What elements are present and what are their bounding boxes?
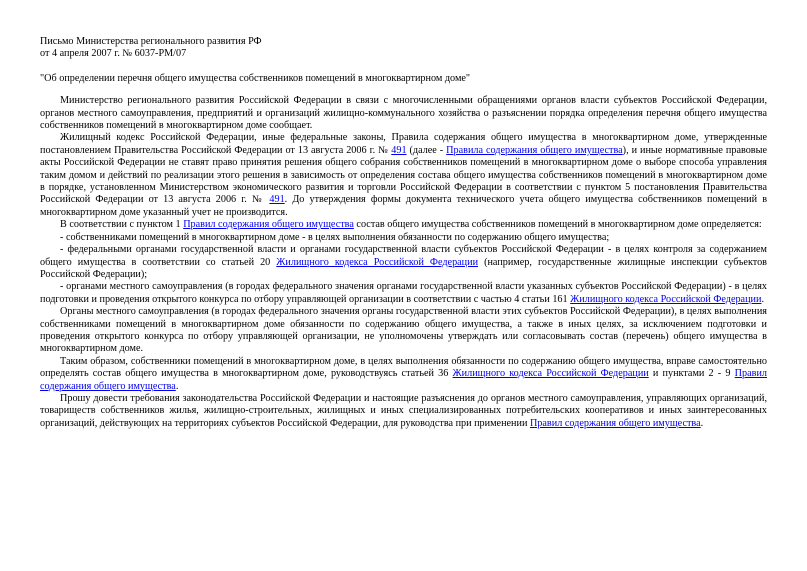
link-decree-491[interactable]: 491 xyxy=(391,144,407,156)
paragraph-5: Таким образом, собственники помещений в многоквартирном доме, в целях выполнения обязанности по содержанию общего имущества, вправе самостоятельно определять состав общего имущества в многоквартирном доме, руководствуясь статьей 36 Жилищного кодекса Российской Федерации и пунктами 2 - 9 Правил содержания общего имущества. xyxy=(40,355,767,392)
document-title: "Об определении перечня общего имущества собственников помещений в многоквартирном доме" xyxy=(40,72,471,84)
link-maintenance-rules-p6[interactable]: Правил содержания общего имущества xyxy=(529,417,701,429)
document-page xyxy=(40,36,767,430)
paragraph-1: Министерство регионального развития Российской Федерации в связи с многочисленными обращениями органов власти субъектов Российской Федерации, органов местного самоуправления, предприятий и организаций жилищно-коммунального хозяйства о разъяснении порядка определения перечня общего имущества собственников помещений в многоквартирном доме сообщает. xyxy=(40,95,767,132)
list-item-2: - федеральными органами государственной власти и органами государственной власти субъектов Российской Федерации - в целях контроля за содержанием общего имущества в соответствии со статьей 20 Жилищного кодекса Российской Федерации (например, государственные жилищные инспекции субъектов Российской Федерации); xyxy=(40,244,767,280)
list-item-3: - органами местного самоуправления (в городах федерального значения органами государственной власти указанных субъектов Российской Федерации) - в целях подготовки и проведения открытого конкурса по отбору управляющей организации в соответствии с частью 4 статьи 161 Жилищного кодекса Российской Федерации. xyxy=(40,281,767,305)
paragraph-2: Жилищный кодекс Российской Федерации, иные федеральные законы, Правила содержания общего имущества в многоквартирном доме, утвержденные постановлением Правительства Российской Федерации от 13 августа 2006 г. № 491 (далее - Правила содержания общего имущества), и иные нормативные правовые акты Российской Федерации не ставят право принятия решения общего собрания собственников помещений в многоквартирном доме о выборе способа управления таким домом и действий по реализации этого решения в зависимость от определения состава общего имущества собственников помещений в многоквартирном доме в порядке, установленном Министерством экономического развития и торговли Российской Федерации в соответствии с пунктом 5 постановления Правительства Российской Федерации от 13 августа 2006 г. № 491. До утверждения формы документа технического учета общего имущества собственников помещений в многоквартирном доме указанный учет не производится. xyxy=(40,132,767,218)
link-maintenance-rules-p5[interactable]: Правил содержания общего имущества xyxy=(40,368,767,392)
link-maintenance-rules[interactable]: Правила содержания общего имущества xyxy=(446,144,623,156)
paragraph-3: В соответствии с пунктом 1 Правил содержания общего имущества состав общего имущества собственников помещений в многоквартирном доме определяется: xyxy=(60,219,762,231)
list-item-1: - собственниками помещений в многоквартирном доме - в целях выполнения обязанности по содержанию общего имущества; xyxy=(60,231,610,243)
letter-header xyxy=(40,36,767,61)
link-decree-491-second[interactable]: 491 xyxy=(269,194,285,206)
link-housing-code-li2[interactable]: Жилищного кодекса Российской Федерации xyxy=(276,256,479,268)
header-line-1: Письмо Министерства регионального развития РФ xyxy=(40,36,262,47)
link-housing-code-li3[interactable]: Жилищного кодекса Российской Федерации xyxy=(570,293,762,305)
link-housing-code-p5[interactable]: Жилищного кодекса Российской Федерации xyxy=(452,368,649,380)
link-maintenance-rules-p3[interactable]: Правил содержания общего имущества xyxy=(183,219,354,231)
header-line-2: от 4 апреля 2007 г. № 6037-РМ/07 xyxy=(40,48,187,60)
paragraph-6: Прошу довести требования законодательства Российской Федерации и настоящие разъяснения до органов местного самоуправления, управляющих организаций, товариществ собственников жилья, жилищно-строительных, жилищных и иных специализированных потребительских кооперативов и иных заинтересованных организаций, действующих на территориях субъектов Российской Федерации, для руководства при применении Правил содержания общего имущества. xyxy=(40,392,767,429)
paragraph-4: Органы местного самоуправления (в городах федерального значения органы государственной власти этих субъектов Российской Федерации), в целях выполнения собственниками помещений в многоквартирном доме обязанности по содержанию общего имущества, а также в иных целях, за исключением подготовки и проведения открытого конкурса по отбору управляющей организации, не уполномочены утверждать или согласовывать состав (перечень) общего имущества в многоквартирном доме. xyxy=(40,306,767,355)
